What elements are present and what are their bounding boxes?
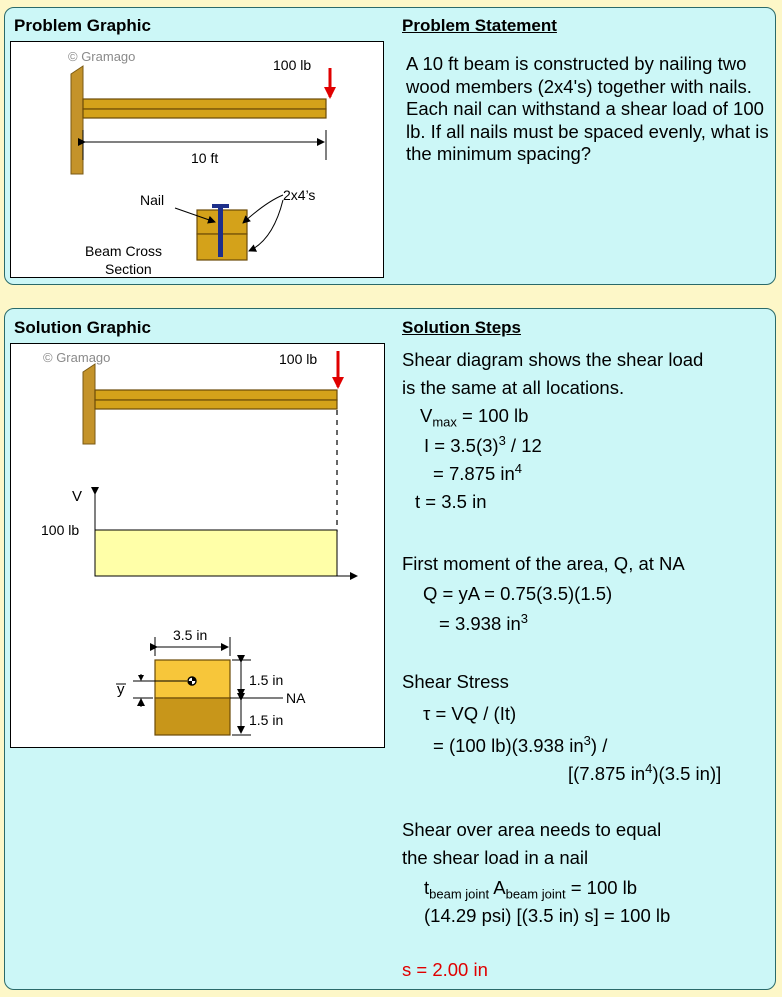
step-q-value: = 3.938 $in^3$ — [439, 611, 529, 635]
load-label: 100 lb — [279, 351, 318, 367]
step-stress-heading: Shear Stress — [402, 671, 509, 692]
step-intro-1: Shear diagram shows the shear load — [402, 349, 704, 370]
problem-panel — [4, 7, 776, 285]
step-vmax: $V_{max} = 100$ lb — [420, 405, 529, 430]
na-label: NA — [286, 690, 306, 706]
top-half-label: 1.5 in — [249, 672, 284, 688]
step-area-heading-1: Shear over area needs to equal — [402, 819, 662, 840]
wall — [71, 66, 83, 174]
solution-graphic-title: Solution Graphic — [14, 318, 151, 337]
problem-statement-title: Problem Statement — [402, 16, 557, 35]
step-intro-2: is the same at all locations. — [402, 377, 625, 398]
problem-statement: A 10 ft beam is constructed by nailing two wood members (2x4's) together with nails. Each nail can withstand a shear load of 100 lb. If all nails must be spaced evenly, what is the minimum spacing? — [406, 53, 769, 164]
step-q-heading: First moment of the area, Q, at NA — [402, 553, 685, 574]
cross-section-label-1: Beam Cross — [85, 243, 163, 259]
step-area-heading-2: the shear load in a nail — [402, 847, 589, 868]
step-inertia: $I = 3.5(3)^3 / 12$ — [424, 433, 542, 457]
beam-bottom-member — [83, 109, 326, 118]
step-tau-equation: τ = VQ / (It) — [423, 703, 517, 724]
shear-value-label: 100 lb — [41, 522, 80, 538]
length-label: 10 ft — [191, 150, 219, 166]
beam-top-member — [83, 99, 326, 109]
watermark: © Gramago — [43, 350, 111, 365]
problem-graphic-title: Problem Graphic — [14, 16, 151, 35]
beam-bottom-member — [95, 400, 337, 409]
solution-panel — [4, 308, 776, 990]
bottom-half-label: 1.5 in — [249, 712, 284, 728]
v-axis-label: V — [72, 488, 83, 505]
step-result: s = 2.00 in — [402, 959, 488, 980]
watermark: © Gramago — [68, 49, 136, 64]
nail — [218, 207, 223, 257]
step-thickness: t = 3.5 in — [415, 491, 487, 512]
nail-label: Nail — [140, 192, 165, 208]
load-label: 100 lb — [273, 57, 312, 73]
shear-diagram — [41, 488, 357, 576]
step-tau-denominator: [(7.875 $in^4)(3.5$ in)] — [568, 761, 722, 785]
width-label: 3.5 in — [173, 627, 208, 643]
step-q-equation: Q = yA = 0.75(3.5)(1.5) — [423, 583, 613, 604]
wall — [83, 364, 95, 444]
step-joint-equation: $t_{beam joint}$ $A_{beam joint} = 100$ lb — [424, 877, 638, 902]
members-label: 2x4’s — [283, 187, 316, 203]
step-inertia-value: = 7.875 $in^4$ — [433, 461, 523, 485]
cross-section-bottom — [155, 698, 230, 735]
solution-graphic — [10, 343, 385, 748]
step-tau-numerator: = (100 lb)(3.938 $in^3$) / — [433, 733, 608, 757]
step-joint-numeric: (14.29 psi) [(3.5 in) s] = 100 lb — [424, 905, 671, 926]
solution-steps-title: Solution Steps — [402, 318, 521, 337]
cross-section-label-2: Section — [105, 261, 152, 277]
beam-top-member — [95, 390, 337, 400]
shear-area — [95, 530, 337, 576]
problem-graphic — [10, 41, 384, 278]
y-label: y — [117, 681, 125, 698]
